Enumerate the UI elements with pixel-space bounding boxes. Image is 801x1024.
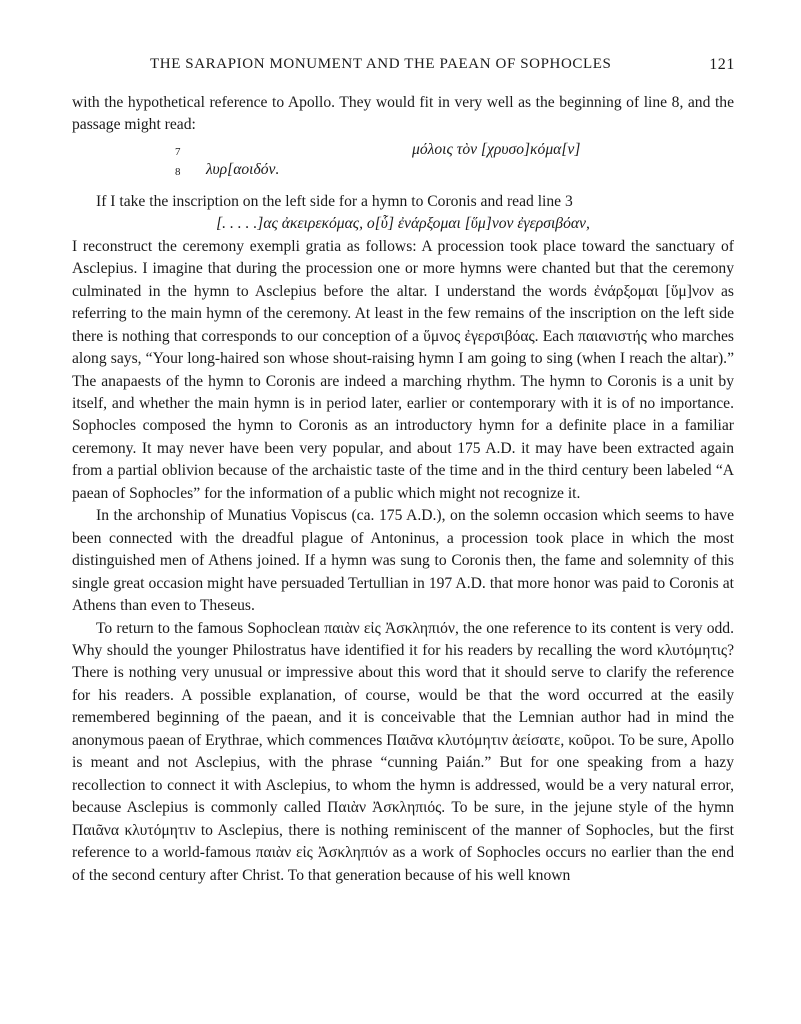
verse-line-8 <box>72 159 734 181</box>
body-text <box>72 92 734 887</box>
paragraph-archonship: In the archonship of Munatius Vopiscus (ca. 175 A.D.), on the solemn occasion which seems to have been connected with the dreadful plague of Antoninus, a procession took place in which the most distinguished men of Athens joined. If a hymn was sung to Coronis then, the fame and solemnity of this single great occasion might have persuaded Tertullian in 197 A.D. that more honor was paid to Coronis at Athens than even to Theseus. <box>72 507 734 615</box>
paragraph-inscription-intro: If I take the inscription on the left side for a hymn to Coronis and read line 3 <box>96 192 573 210</box>
inscription-quotation: [. . . . .]ας ἀκειρεκόμας, ο[ὗ] ἐνάρξομαι [ὕμ]νον ἐγερσιβόαν, <box>216 215 590 233</box>
running-title: THE SARAPION MONUMENT AND THE PAEAN OF SOPHOCLES <box>150 56 612 72</box>
paragraph-continuation: with the hypothetical reference to Apollo. They would fit in very well as the beginning of line 8, and the passage might read: <box>72 94 734 134</box>
paragraph-paean: To return to the famous Sophoclean παιὰν εἰς Ἀσκληπιόν, the one reference to its content is very odd. Why should the younger Philostratus have identified it for his readers by recalling the word κλυτόμητις? There is nothing very unusual or impressive about this word that it should serve to clarify the reference for his readers. A possible explanation, of course, would be that the word occurred at the easily remembered beginning of the paean, and it is conceivable that the Lemnian author had in mind the anonymous paean of Erythrae, which commences Παιᾶνα κλυτόμητιν ἀείσατε, κοῦροι. To be sure, Apollo is meant and not Asclepius, with the phrase “cunning Paián.” But for one speaking from a hazy recollection to connect it with Asclepius, to whom the hymn is addressed, would be a very natural error, because Asclepius is commonly called Παιὰν Ἀσκληπιός. To be sure, in the jejune style of the hymn Παιᾶνα κλυτόμητιν to Asclepius, there is nothing reminiscent of the manner of Sophocles, but the first reference to a world-famous παιὰν εἰς Ἀσκληπιόν as a work of Sophocles occurs no earlier than the end of the second century after Christ. To that generation because of his well known <box>72 619 734 884</box>
line-number-7: 7 <box>175 145 181 158</box>
verse-line-7 <box>72 139 734 161</box>
paragraph-ceremony: I reconstruct the ceremony exempli gratia as follows: A procession took place toward the sanctuary of Asclepius. I imagine that during the procession one or more hymns were chanted but that the ceremony culminated in the hymn to Asclepius before the altar. I understand the words ἐνάρξομαι [ὕμ]νον as referring to the main hymn of the ceremony. At least in the few remains of the inscription on the left side there is nothing that corresponds to our conception of a ὕμνος ἐγερσιβόας. Each παιανιστής who marches along says, “Your long-haired son whose shout-raising hymn I am going to sing (when I reach the altar).” The anapaests of the hymn to Coronis are indeed a marching rhythm. The hymn to Coronis is a unit by itself, and whether the main hymn is in period later, earlier or contemporary with it is of no importance. Sophocles composed the hymn to Coronis as an introductory hymn for a definite place in a familiar ceremony. It may never have been very popular, and about 175 A.D. it may have been extracted again from a partial oblivion because of the archaistic taste of the time and in the third century been labeled “A paean of Sophocles” for the information of a public which might not recognize it. <box>72 237 734 502</box>
page-number: 121 <box>709 56 735 73</box>
verse-text-7: μόλοις τὸν [χρυσο]κόμα[ν] <box>412 140 581 158</box>
verse-text-8: λυρ[αοιδόν. <box>206 160 280 178</box>
verse-quotation <box>72 139 734 183</box>
line-number-8: 8 <box>175 165 181 178</box>
